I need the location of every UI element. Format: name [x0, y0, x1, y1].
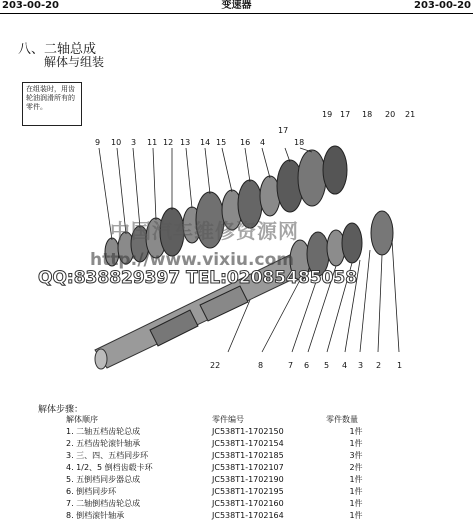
step-name: 7. 二轴倒档齿轮总成	[66, 499, 141, 508]
table-row	[66, 510, 386, 522]
page-header	[0, 0, 473, 14]
section-title: 八、二轴总成	[18, 42, 97, 57]
callout-13: 13	[180, 138, 191, 147]
callout-21: 21	[405, 110, 416, 119]
quantity: 1件	[349, 511, 363, 520]
table-row	[66, 462, 386, 474]
watermark-line-1: 中国汽车维修资源网	[110, 219, 299, 243]
callout-7: 7	[288, 361, 294, 370]
step-name: 1. 二轴五档齿轮总成	[66, 427, 141, 436]
callout-11: 11	[147, 138, 158, 147]
part-number: JC538T1-1702154	[212, 439, 284, 448]
header-code-right: 203-00-20	[413, 0, 471, 11]
part-number: JC538T1-1702195	[212, 487, 284, 496]
disassembly-steps-table	[66, 414, 386, 522]
steps-heading: 解体步骤：	[38, 405, 84, 415]
quantity: 1件	[349, 475, 363, 484]
watermark-line-3: QQ:838829397 TEL:02085485058	[38, 268, 358, 288]
table-row	[66, 486, 386, 498]
step-name: 3. 三、四、五档同步环	[66, 451, 149, 460]
part-number: JC538T1-1702190	[212, 475, 284, 484]
top-callouts	[95, 110, 415, 147]
quantity: 1件	[349, 487, 363, 496]
quantity: 2件	[349, 463, 363, 472]
callout-18a: 18	[294, 138, 305, 147]
table-row	[66, 450, 386, 462]
table-row	[66, 426, 386, 438]
callout-2: 2	[376, 361, 382, 370]
callout-18b: 18	[362, 110, 373, 119]
column-header-part-number: 零件编号	[212, 415, 244, 424]
callout-3b: 3	[358, 361, 364, 370]
callout-14: 14	[200, 138, 211, 147]
table-row	[66, 498, 386, 510]
table-row	[66, 438, 386, 450]
section-subtitle: 解体与组装	[44, 55, 105, 69]
quantity: 1件	[349, 499, 363, 508]
header-title: 变速器	[221, 0, 252, 11]
part-number: JC538T1-1702185	[212, 451, 284, 460]
callout-15: 15	[216, 138, 227, 147]
quantity: 1件	[349, 427, 363, 436]
assembly-note: 在组装时，用齿轮油润滑所有的零件。	[22, 82, 82, 126]
step-name: 4. 1/2、5 倒档齿毂卡环	[66, 463, 153, 472]
step-name: 5. 五倒档同步器总成	[66, 475, 141, 484]
table-row	[66, 474, 386, 486]
callout-19: 19	[322, 110, 333, 119]
callout-10: 10	[111, 138, 122, 147]
callout-4: 4	[260, 138, 266, 147]
callout-17b: 17	[340, 110, 351, 119]
table-header-row	[66, 414, 386, 426]
callout-9: 9	[95, 138, 101, 147]
callout-20: 20	[385, 110, 396, 119]
callout-1: 1	[397, 361, 403, 370]
callout-8: 8	[258, 361, 264, 370]
step-name: 8. 倒档滚针轴承	[66, 511, 125, 520]
callout-22: 22	[210, 361, 221, 370]
callout-4b: 4	[342, 361, 348, 370]
callout-5: 5	[324, 361, 330, 370]
watermark-line-2: http://www.vixiu.com	[90, 250, 294, 270]
part-number: JC538T1-1702107	[212, 463, 284, 472]
bottom-callouts	[210, 361, 402, 370]
callout-12: 12	[163, 138, 174, 147]
callout-17a: 17	[278, 126, 289, 135]
column-header-order: 解体顺序	[66, 415, 98, 424]
part-number: JC538T1-1702150	[212, 427, 284, 436]
callout-16: 16	[240, 138, 251, 147]
quantity: 3件	[349, 451, 363, 460]
step-name: 2. 五档齿轮滚针轴承	[66, 439, 141, 448]
callout-3: 3	[131, 138, 137, 147]
part-number: JC538T1-1702160	[212, 499, 284, 508]
header-code-left: 203-00-20	[2, 0, 60, 11]
step-name: 6. 倒档同步环	[66, 487, 117, 496]
part-number: JC538T1-1702164	[212, 511, 284, 520]
column-header-quantity: 零件数量	[326, 415, 358, 424]
callout-6: 6	[304, 361, 310, 370]
quantity: 1件	[349, 439, 363, 448]
